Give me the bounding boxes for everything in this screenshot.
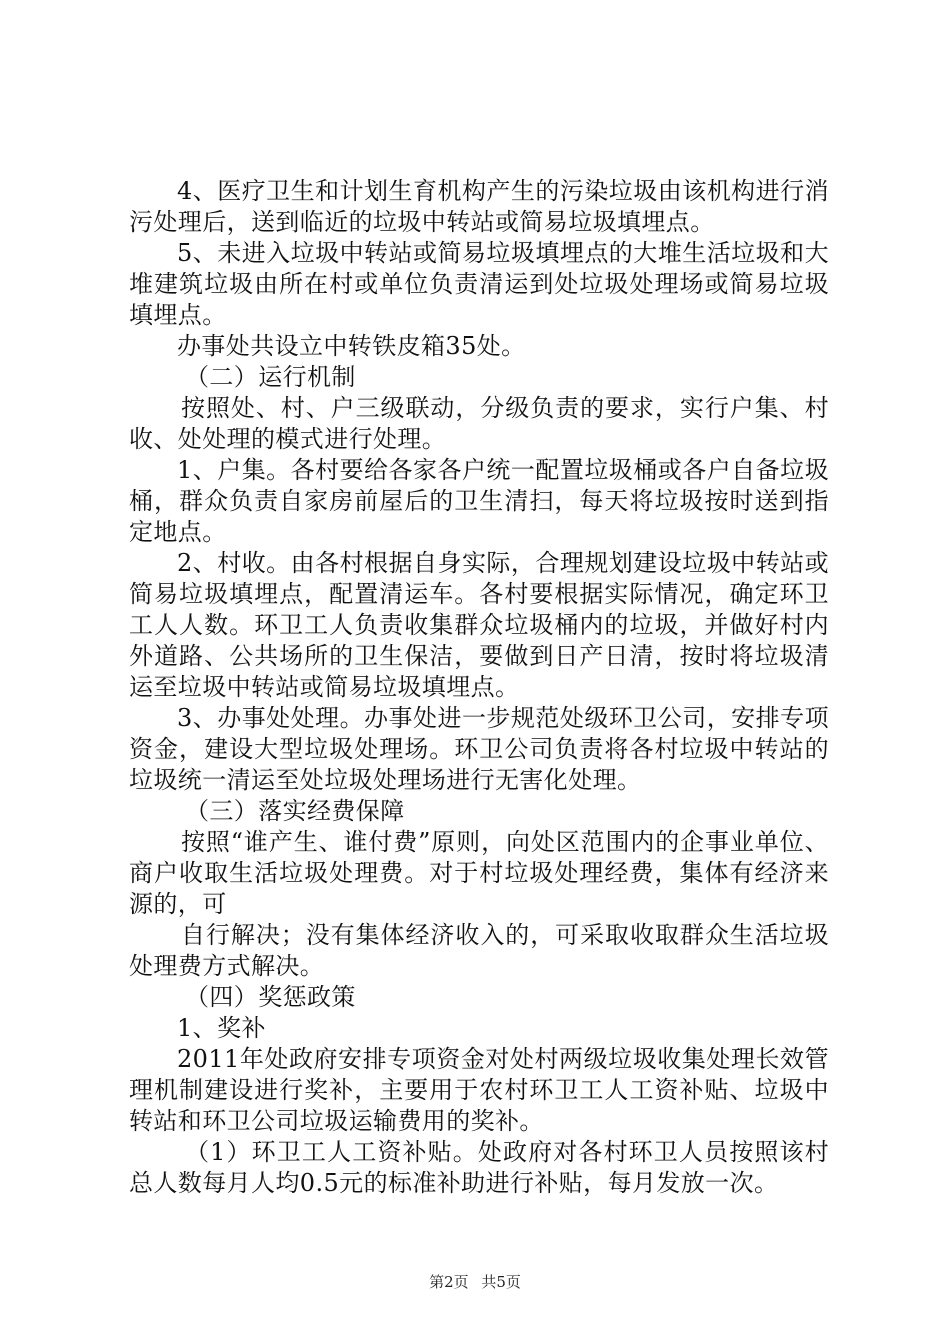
paragraph-household-collection: 1、户集。各村要给各家各户统一配置垃圾桶或各户自备垃圾桶，群众负责自家房前屋后的卫生清扫，每天将垃圾按时送到指定地点。: [129, 456, 829, 546]
page-footer: [0, 1272, 950, 1292]
section-heading-reward-policy: （四）奖惩政策: [185, 983, 356, 1011]
subheading-rewards: 1、奖补: [177, 1014, 266, 1042]
paragraph-item-4: 4、医疗卫生和计划生育机构产生的污染垃圾由该机构进行消污处理后，送到临近的垃圾中转站或简易垃圾填埋点。: [129, 177, 829, 236]
page-number: 第2页: [429, 1273, 469, 1291]
paragraph-worker-subsidy: （1）环卫工人工资补贴。处政府对各村环卫人员按照该村总人数每月人均0.5元的标准补助进行补贴，每月发放一次。: [129, 1138, 829, 1197]
paragraph-transfer-boxes: 办事处共设立中转铁皮箱35处。: [177, 332, 526, 360]
paragraph-fee-principle: 按照“谁产生、谁付费”原则，向处区范围内的企事业单位、商户收取生活垃圾处理费。对于村垃圾处理经费，集体有经济来源的，可: [129, 828, 829, 918]
total-pages: 共5页: [481, 1273, 521, 1291]
section-heading-funding-guarantee: （三）落实经费保障: [185, 797, 405, 825]
section-heading-operation-mechanism: （二）运行机制: [185, 363, 356, 391]
paragraph-2011-funding: 2011年处政府安排专项资金对处村两级垃圾收集处理长效管理机制建设进行奖补，主要用于农村环卫工人工资补贴、垃圾中转站和环卫公司垃圾运输费用的奖补。: [129, 1045, 829, 1135]
paragraph-self-solution: 自行解决；没有集体经济收入的，可采取收取群众生活垃圾处理费方式解决。: [129, 921, 829, 980]
paragraph-three-level-linkage: 按照处、村、户三级联动，分级负责的要求，实行户集、村收、处处理的模式进行处理。: [129, 394, 829, 453]
paragraph-item-5: 5、未进入垃圾中转站或简易垃圾填埋点的大堆生活垃圾和大堆建筑垃圾由所在村或单位负责清运到处垃圾处理场或简易垃圾填埋点。: [129, 239, 829, 329]
document-body: [129, 176, 829, 1199]
paragraph-office-processing: 3、办事处处理。办事处进一步规范处级环卫公司，安排专项资金，建设大型垃圾处理场。环卫公司负责将各村垃圾中转站的垃圾统一清运至处垃圾处理场进行无害化处理。: [129, 704, 829, 794]
paragraph-village-collection: 2、村收。由各村根据自身实际，合理规划建设垃圾中转站或简易垃圾填埋点，配置清运车。各村要根据实际情况，确定环卫工人人数。环卫工人负责收集群众垃圾桶内的垃圾，并做好村内外道路、公共场所的卫生保洁，要做到日产日清，按时将垃圾清运至垃圾中转站或简易垃圾填埋点。: [129, 549, 829, 701]
